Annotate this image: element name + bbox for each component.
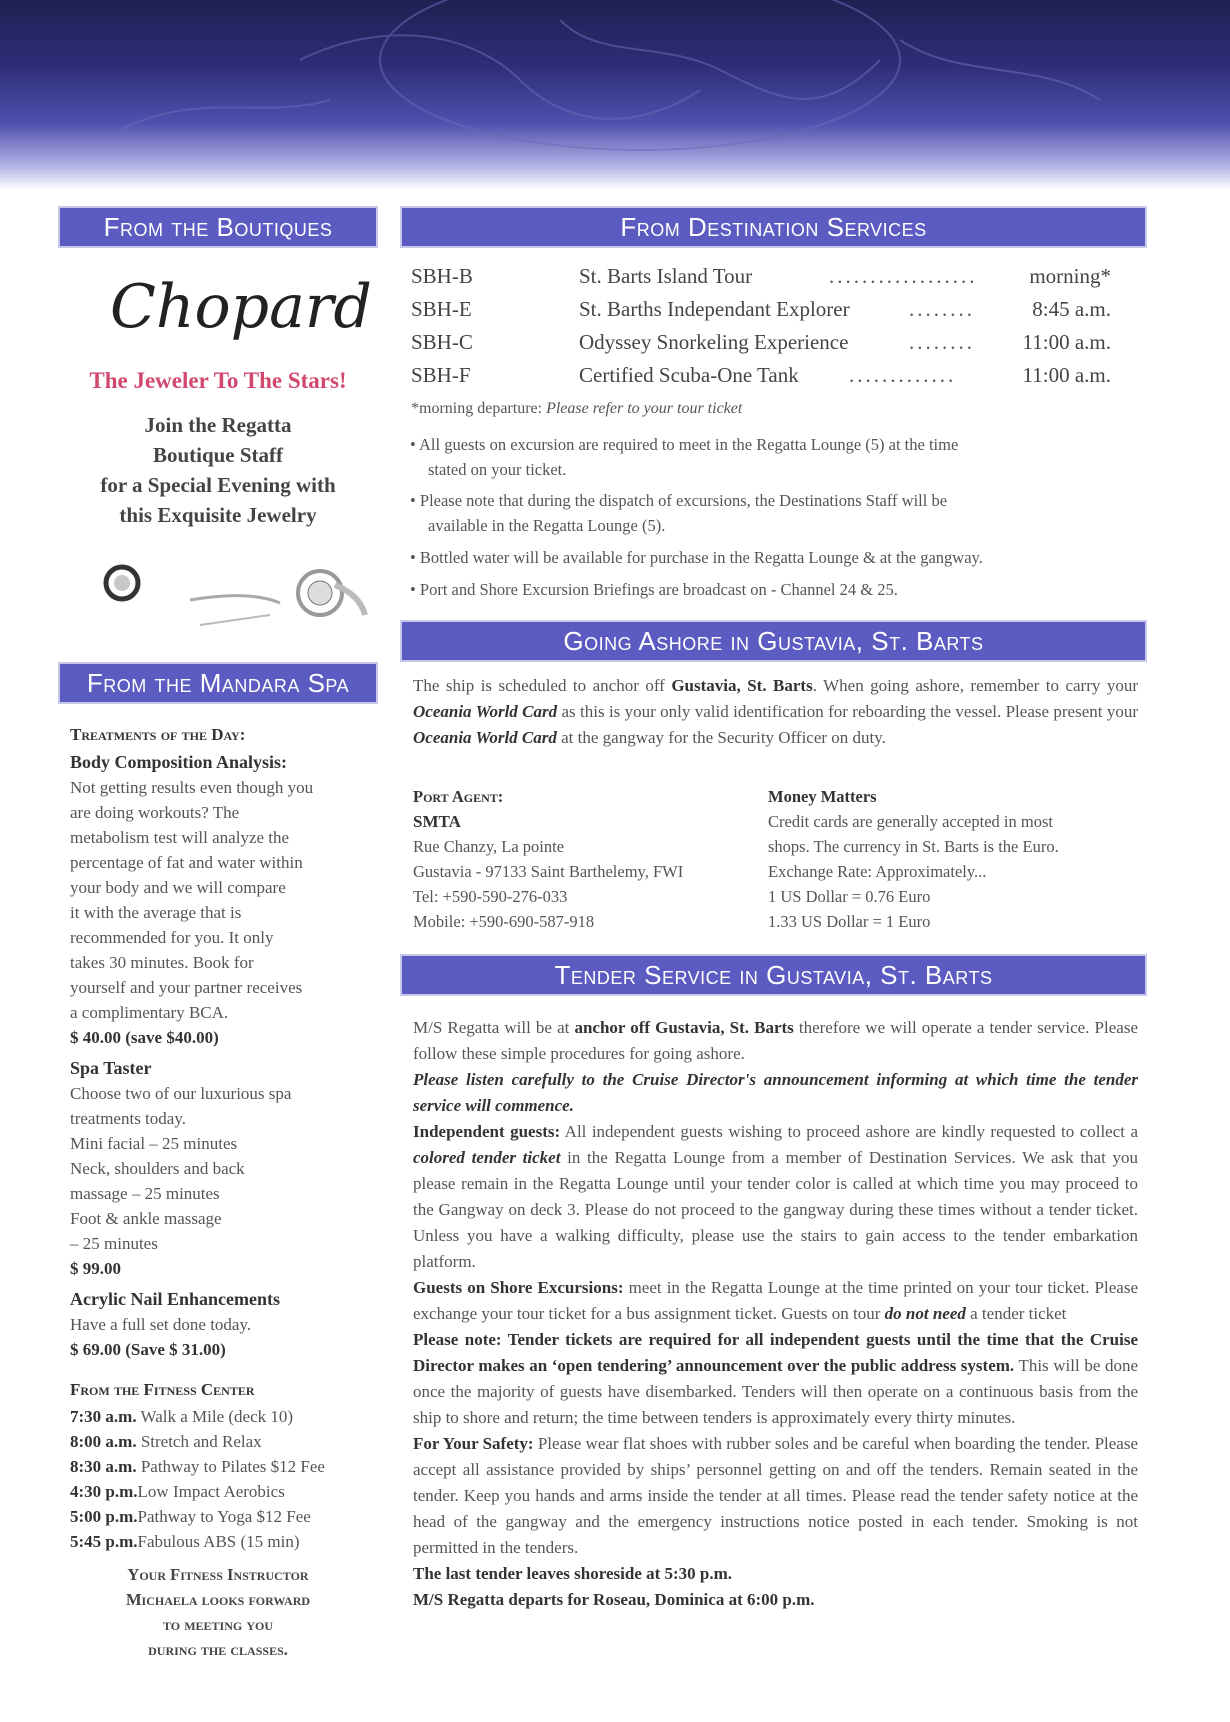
text-bold-italic: Oceania World Card bbox=[413, 728, 557, 747]
text-bold-italic: do not need bbox=[884, 1304, 966, 1323]
text: All independent guests wishing to proceed ashore are kindly requested to collect a bbox=[560, 1122, 1138, 1141]
header-banner bbox=[0, 0, 1230, 190]
bca-line: a complimentary BCA. bbox=[70, 1003, 229, 1022]
bca-price: $ 40.00 (save $40.00) bbox=[70, 1028, 219, 1047]
tour-code: SBH-B bbox=[411, 264, 473, 288]
bca-line: yourself and your partner receives bbox=[70, 978, 303, 997]
money-matters bbox=[768, 784, 1138, 934]
bca-line: takes 30 minutes. Book for bbox=[70, 953, 254, 972]
money-line: shops. The currency in St. Barts is the Euro. bbox=[768, 837, 1059, 856]
text-bold: anchor off Gustavia, St. Barts bbox=[574, 1018, 794, 1037]
nails-price: $ 69.00 (Save $ 31.00) bbox=[70, 1340, 226, 1359]
fitness-activity: Low Impact Aerobics bbox=[137, 1482, 285, 1501]
tender-independent bbox=[413, 1119, 1138, 1275]
taster-line: – 25 minutes bbox=[70, 1234, 158, 1253]
tour-code: SBH-E bbox=[411, 297, 472, 321]
taster-title: Spa Taster bbox=[70, 1058, 152, 1078]
agent-line: Tel: +590-590-276-033 bbox=[413, 887, 568, 906]
text: therefore we will operate a tender service. Please follow these simple procedures for going ashore. bbox=[413, 1018, 1138, 1063]
taster-line: treatments today. bbox=[70, 1109, 186, 1128]
destination-header: From Destination Services bbox=[402, 208, 1145, 246]
tour-code: SBH-C bbox=[411, 330, 473, 354]
text: . When going ashore, remember to carry your bbox=[812, 676, 1139, 695]
tour-name: Odyssey Snorkeling Experience bbox=[579, 330, 849, 354]
fitness-closing bbox=[60, 1562, 376, 1662]
tender-safety bbox=[413, 1431, 1138, 1561]
money-line: Exchange Rate: Approximately... bbox=[768, 862, 987, 881]
fitness-activity: Pathway to Pilates $12 Fee bbox=[136, 1457, 325, 1476]
bca-line: recommended for you. It only bbox=[70, 928, 274, 947]
fitness-row bbox=[70, 1432, 262, 1452]
bullet-line: stated on your ticket. bbox=[428, 460, 567, 479]
taster-price: $ 99.00 bbox=[70, 1259, 121, 1278]
boutique-tagline: The Jeweler To The Stars! bbox=[89, 368, 347, 393]
text: a tender ticket bbox=[965, 1304, 1067, 1323]
tour-time: 11:00 a.m. bbox=[1022, 363, 1111, 387]
money-line: Credit cards are generally accepted in most bbox=[768, 812, 1053, 831]
text-bold: Please note: Tender tickets are required for all independent guests until the time that the Cruise Director makes an ‘open tendering’ announcement over the public address system. bbox=[413, 1330, 1138, 1375]
ashore-header: Going Ashore in Gustavia, St. Barts bbox=[402, 622, 1145, 660]
ashore-paragraph bbox=[413, 673, 1138, 751]
bullet-line: • Port and Shore Excursion Briefings are broadcast on - Channel 24 & 25. bbox=[410, 580, 898, 599]
fitness-title: From the Fitness Center bbox=[70, 1380, 255, 1399]
bca-line: Not getting results even though you bbox=[70, 778, 314, 797]
invite-line: this Exquisite Jewelry bbox=[119, 503, 317, 527]
boutiques-header: From the Boutiques bbox=[60, 208, 376, 246]
text-bold: Gustavia, St. Barts bbox=[671, 676, 813, 695]
tour-time: morning* bbox=[1029, 264, 1111, 288]
fitness-activity: Walk a Mile (deck 10) bbox=[136, 1407, 294, 1426]
text-bold-italic: colored tender ticket bbox=[413, 1148, 561, 1167]
tour-row bbox=[411, 264, 1111, 297]
text-bold: Independent guests: bbox=[413, 1122, 561, 1141]
bca-line: percentage of fat and water within bbox=[70, 853, 303, 872]
tender-intro bbox=[413, 1015, 1138, 1067]
tour-name: St. Barts Island Tour bbox=[579, 264, 753, 288]
leader-dots: ........ bbox=[909, 330, 975, 354]
fitness-row bbox=[70, 1457, 325, 1477]
fitness-row bbox=[70, 1482, 285, 1502]
agent-line: Mobile: +590-690-587-918 bbox=[413, 912, 595, 931]
leader-dots: ............. bbox=[849, 363, 957, 387]
bca-line: are doing workouts? The bbox=[70, 803, 240, 822]
agent-line: Gustavia - 97133 Saint Barthelemy, FWI bbox=[413, 862, 684, 881]
tour-row bbox=[411, 330, 1111, 363]
taster-line: massage – 25 minutes bbox=[70, 1184, 220, 1203]
taster-line: Neck, shoulders and back bbox=[70, 1159, 245, 1178]
fitness-row bbox=[70, 1507, 311, 1527]
text-bold: For Your Safety: bbox=[413, 1434, 534, 1453]
closing-line: to meeting you bbox=[162, 1615, 274, 1634]
fitness-time: 4:30 p.m. bbox=[70, 1482, 138, 1501]
agent-line: Rue Chanzy, La pointe bbox=[413, 837, 565, 856]
spa-header: From the Mandara Spa bbox=[60, 664, 376, 702]
treatments-title: Treatments of the Day: bbox=[70, 725, 246, 744]
tour-time: 8:45 a.m. bbox=[1032, 297, 1111, 321]
nails-line: Have a full set done today. bbox=[70, 1315, 252, 1334]
footnote-label: *morning departure: bbox=[411, 400, 547, 417]
text: The ship is scheduled to anchor off bbox=[413, 676, 672, 695]
boutique-invite bbox=[60, 410, 376, 530]
bca-line: metabolism test will analyze the bbox=[70, 828, 290, 847]
tour-name: Certified Scuba-One Tank bbox=[579, 363, 799, 387]
world-map-decoration bbox=[0, 0, 1230, 190]
invite-line: Boutique Staff bbox=[152, 443, 284, 467]
fitness-time: 8:30 a.m. bbox=[70, 1457, 137, 1476]
fitness-activity: Pathway to Yoga $12 Fee bbox=[137, 1507, 311, 1526]
spa-section bbox=[70, 722, 370, 1362]
tour-time: 11:00 a.m. bbox=[1022, 330, 1111, 354]
tour-row bbox=[411, 297, 1111, 330]
agent-label: Port Agent: bbox=[413, 787, 504, 806]
tender-listen: Please listen carefully to the Cruise Director's announcement informing at which time the tender service will commence. bbox=[413, 1070, 1138, 1115]
fitness-time: 8:00 a.m. bbox=[70, 1432, 137, 1451]
fitness-activity: Stretch and Relax bbox=[136, 1432, 262, 1451]
chopard-logo: Chopard bbox=[110, 272, 372, 342]
text: as this is your only valid identification for reboarding the vessel. Please present your bbox=[557, 702, 1139, 721]
bullet-line: • Please note that during the dispatch of excursions, the Destinations Staff will be bbox=[410, 491, 948, 510]
tender-note bbox=[413, 1327, 1138, 1431]
bullet-item bbox=[410, 577, 1120, 602]
jewelry-image bbox=[80, 555, 380, 645]
tour-footnote bbox=[411, 400, 742, 418]
money-line: 1 US Dollar = 0.76 Euro bbox=[768, 887, 931, 906]
text: This will be done once the majority of guests have disembarked. Tenders will then operate on a continuous basis from the ship to shore and return; the time between tenders is approximately every thirty minutes. bbox=[413, 1356, 1139, 1427]
text-bold: Guests on Shore Excursions: bbox=[413, 1278, 624, 1297]
tender-last: The last tender leaves shoreside at 5:30 p.m. bbox=[413, 1564, 733, 1583]
port-agent bbox=[413, 784, 753, 934]
tour-code: SBH-F bbox=[411, 363, 471, 387]
tender-shore bbox=[413, 1275, 1138, 1327]
bca-line: your body and we will compare bbox=[70, 878, 286, 897]
text: meet in the Regatta Lounge at the time printed on your tour ticket. Please exchange your tour ticket for a bus assignment ticket. Guests on tour bbox=[413, 1278, 1138, 1323]
bca-line: it with the average that is bbox=[70, 903, 242, 922]
leader-dots: ........ bbox=[909, 297, 975, 321]
fitness-activity: Fabulous ABS (15 min) bbox=[137, 1532, 300, 1551]
closing-line: during the classes. bbox=[148, 1640, 288, 1659]
taster-line: Choose two of our luxurious spa bbox=[70, 1084, 292, 1103]
leader-dots: .................. bbox=[829, 264, 978, 288]
fitness-time: 5:45 p.m. bbox=[70, 1532, 138, 1551]
text: Please wear flat shoes with rubber soles and be careful when boarding the tender. Please accept all assistance provided by ships’ personnel getting on and off the tenders. Remain seated in the tender. Keep you hands and arms inside the tender at all times. Please read the tender safety notice at the head of the gangway and the emergency instructions notice posted in each tender. Smoking is not permitted in the tenders. bbox=[413, 1434, 1138, 1557]
footnote-text: Please refer to your tour ticket bbox=[546, 400, 743, 417]
bullet-line: • Bottled water will be available for purchase in the Regatta Lounge & at the gangway. bbox=[410, 548, 983, 567]
bullet-item bbox=[410, 432, 1120, 482]
tender-header: Tender Service in Gustavia, St. Barts bbox=[402, 956, 1145, 994]
tour-row bbox=[411, 363, 1111, 396]
tour-name: St. Barths Independant Explorer bbox=[579, 297, 850, 321]
text-bold-italic: Oceania World Card bbox=[413, 702, 558, 721]
money-line: 1.33 US Dollar = 1 Euro bbox=[768, 912, 931, 931]
fitness-time: 7:30 a.m. bbox=[70, 1407, 137, 1426]
taster-line: Mini facial – 25 minutes bbox=[70, 1134, 238, 1153]
text: in the Regatta Lounge from a member of Destination Services. We ask that you please remain in the Regatta Lounge until your tender color is called at which time you may proceed to the Gangway on deck 3. Please do not proceed to the gangway during these times without a tender ticket. Unless you have a walking difficulty, please use the stairs to gain access to the tender embarkation platform. bbox=[413, 1148, 1138, 1271]
fitness-row bbox=[70, 1407, 293, 1427]
tender-body bbox=[413, 1015, 1138, 1613]
money-title: Money Matters bbox=[768, 787, 877, 806]
taster-line: Foot & ankle massage bbox=[70, 1209, 222, 1228]
agent-name: SMTA bbox=[413, 812, 461, 831]
invite-line: Join the Regatta bbox=[144, 413, 292, 437]
bca-title: Body Composition Analysis: bbox=[70, 752, 288, 772]
invite-line: for a Special Evening with bbox=[100, 473, 336, 497]
fitness-time: 5:00 p.m. bbox=[70, 1507, 138, 1526]
fitness-row bbox=[70, 1532, 300, 1552]
text: M/S Regatta will be at bbox=[413, 1018, 575, 1037]
bullet-line: available in the Regatta Lounge (5). bbox=[428, 516, 666, 535]
nails-title: Acrylic Nail Enhancements bbox=[70, 1289, 280, 1309]
tender-departs: M/S Regatta departs for Roseau, Dominica at 6:00 p.m. bbox=[413, 1590, 815, 1609]
text: at the gangway for the Security Officer on duty. bbox=[556, 728, 886, 747]
bullet-item bbox=[410, 545, 1120, 570]
bullet-item bbox=[410, 488, 1120, 538]
closing-line: Your Fitness Instructor bbox=[127, 1565, 309, 1584]
closing-line: Michaela looks forward bbox=[125, 1590, 311, 1609]
bullet-line: • All guests on excursion are required to meet in the Regatta Lounge (5) at the time bbox=[410, 435, 959, 454]
